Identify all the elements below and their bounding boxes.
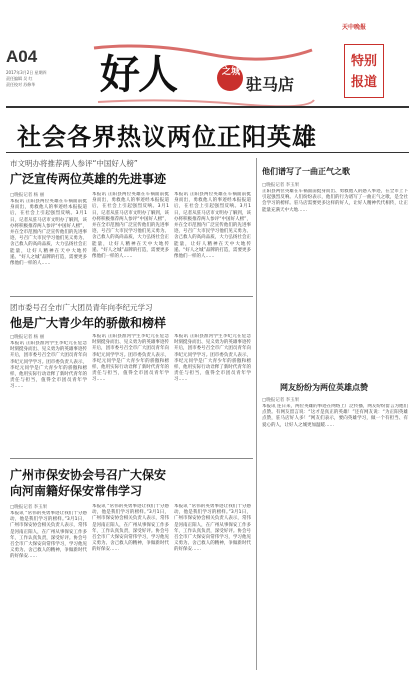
sidebar-1-byline: □晚报记者 李玉果	[262, 183, 300, 188]
sidebar-1-title: 他们谱写了一曲正气之歌	[262, 167, 350, 176]
brand-logo: 天中晚报	[342, 24, 367, 31]
article-2-body-col-1: 本报讯 正阳县淮河学生李纪元在危急时刻挺身而出、见义勇为的英雄事迹传开后，团市委号召全市广大团员青年向李纪元同学学习。团市委负责人表示，李纪元同学是广大青少年的骄傲和榜样，他用实际行动诠释了新时代青年的责任与担当，值得全市团员青年学习……	[10, 341, 87, 390]
date-line: 2017年3月2日 星期四	[6, 70, 47, 75]
article-3-body-col-1: 本报讯 “常伟的英勇事迹让我们十分感动，他是我们学习的榜样。”3月1日，广州市保安协会相关负责人表示，常伟是河南正阳人，在广州从事保安工作多年，工作认真负责，深受好评。协会号召全市广大保安向常伟学习，学习他见义勇为、舍己救人的精神，争做新时代的好保安……	[10, 511, 87, 560]
article-2-body-col-2: 本报讯 正阳县淮河学生李纪元在危急时刻挺身而出、见义勇为的英雄事迹传开后，团市委号召全市广大团员青年向李纪元同学学习。团市委负责人表示，李纪元同学是广大青少年的骄傲和榜样，他用实际行动诠释了新时代青年的责任与担当，值得全市团员青年学习……	[92, 334, 169, 383]
headline-rule	[6, 152, 409, 153]
article-3-byline: □晚报记者 李玉果	[10, 505, 48, 510]
masthead-subtitle: 驻马店	[246, 75, 295, 94]
column-separator	[256, 158, 257, 670]
article-2-kicker: 团市委号召全市广大团员青年向李纪元学习	[10, 303, 153, 312]
main-headline: 社会各界热议两位正阳英雄	[17, 122, 317, 151]
masthead-title: 好人	[100, 51, 176, 98]
article-1-byline: □晚报记者 杨 丽	[10, 193, 45, 198]
sidebar-1-body: 正阳县两位英雄在车祸面前挺身而出、勇救他人的感人事迹，在全市上下引起强烈反响。人们纷纷表示，他们的行为谱写了一曲正气之歌，是全社会学习的榜样。驻马店需要更多这样的好人，让好人精神代代相传，让正能量充满天中大地……	[262, 189, 408, 213]
sidebar-2-byline: □晚报记者 李玉果	[262, 398, 300, 403]
article-1-body-col-2: 本报讯 正阳县两位英雄在车祸面前挺身而出，勇救他人的事迹经本报报道后，在社会上引起强烈反响。3月1日，记者从驻马店市文明办了解到，该办将积极推荐两人参评“中国好人榜”，并在全市范围内广泛宣传他们的先进事迹，号召广大市民学习他们见义勇为、舍己救人的高尚品质，大力弘扬社会正能量，让好人精神在天中大地传递。“好人之城”品牌的打造，需要更多像他们一样的人……	[92, 192, 169, 260]
page-number: A04	[6, 47, 38, 66]
section-label-1: 特别	[350, 54, 377, 69]
article-3-body-col-2: 本报讯 “常伟的英勇事迹让我们十分感动，他是我们学习的榜样。”3月1日，广州市保安协会相关负责人表示，常伟是河南正阳人，在广州从事保安工作多年，工作认真负责，深受好评。协会号召全市广大保安向常伟学习，学习他见义勇为、舍己救人的精神，争做新时代的好保安……	[92, 504, 169, 553]
header-rule	[6, 106, 409, 108]
sidebar-2-body: 本报讯 连日来，两位英雄的事迹在网络上广泛传播，网友纷纷留言为他们点赞。有网友留言说：“这才是真正的英雄！”还有网友说：“为正阳英雄点赞，驻马店好人多！”网友们表示，要向英雄学习，做一个有担当、有爱心的人，让好人之城更加温暖……	[262, 404, 408, 428]
editor-line: 责任编辑 吴 红	[6, 76, 33, 81]
article-2-rule	[10, 458, 253, 459]
masthead-seal: 之城	[221, 67, 240, 77]
article-3-body-col-3: 本报讯 “常伟的英勇事迹让我们十分感动，他是我们学习的榜样。”3月1日，广州市保安协会相关负责人表示，常伟是河南正阳人，在广州从事保安工作多年，工作认真负责，深受好评。协会号召全市广大保安向常伟学习，学习他见义勇为、舍己救人的精神，争做新时代的好保安……	[174, 504, 251, 553]
article-1-kicker: 市文明办将推荐两人参评“中国好人榜”	[10, 159, 138, 168]
article-2-title: 他是广大青少年的骄傲和榜样	[10, 316, 167, 330]
proof-line: 责任校对 苏修华	[6, 82, 36, 87]
article-1-body-col-3: 本报讯 正阳县两位英雄在车祸面前挺身而出，勇救他人的事迹经本报报道后，在社会上引起强烈反响。3月1日，记者从驻马店市文明办了解到，该办将积极推荐两人参评“中国好人榜”，并在全市范围内广泛宣传他们的先进事迹，号召广大市民学习他们见义勇为、舍己救人的高尚品质，大力弘扬社会正能量，让好人精神在天中大地传递。“好人之城”品牌的打造，需要更多像他们一样的人……	[174, 192, 251, 260]
article-1-body-col-1: 本报讯 正阳县两位英雄在车祸面前挺身而出，勇救他人的事迹经本报报道后，在社会上引起强烈反响。3月1日，记者从驻马店市文明办了解到，该办将积极推荐两人参评“中国好人榜”，并在全市范围内广泛宣传他们的先进事迹，号召广大市民学习他们见义勇为、舍己救人的高尚品质，大力弘扬社会正能量，让好人精神在天中大地传递。“好人之城”品牌的打造，需要更多像他们一样的人……	[10, 199, 87, 267]
article-1-title: 广泛宣传两位英雄的先进事迹	[10, 172, 167, 186]
article-2-byline: □晚报记者 杨 丽	[10, 335, 45, 340]
article-1-rule	[10, 296, 253, 297]
article-3-title: 广州市保安协会号召广大保安 向河南籍好保安常伟学习	[10, 468, 167, 498]
section-label-2: 报道	[350, 75, 377, 90]
article-2-body-col-3: 本报讯 正阳县淮河学生李纪元在危急时刻挺身而出、见义勇为的英雄事迹传开后，团市委号召全市广大团员青年向李纪元同学学习。团市委负责人表示，李纪元同学是广大青少年的骄傲和榜样，他用实际行动诠释了新时代青年的责任与担当，值得全市团员青年学习……	[174, 334, 251, 383]
sidebar-2-title: 网友纷纷为两位英雄点赞	[280, 383, 368, 392]
